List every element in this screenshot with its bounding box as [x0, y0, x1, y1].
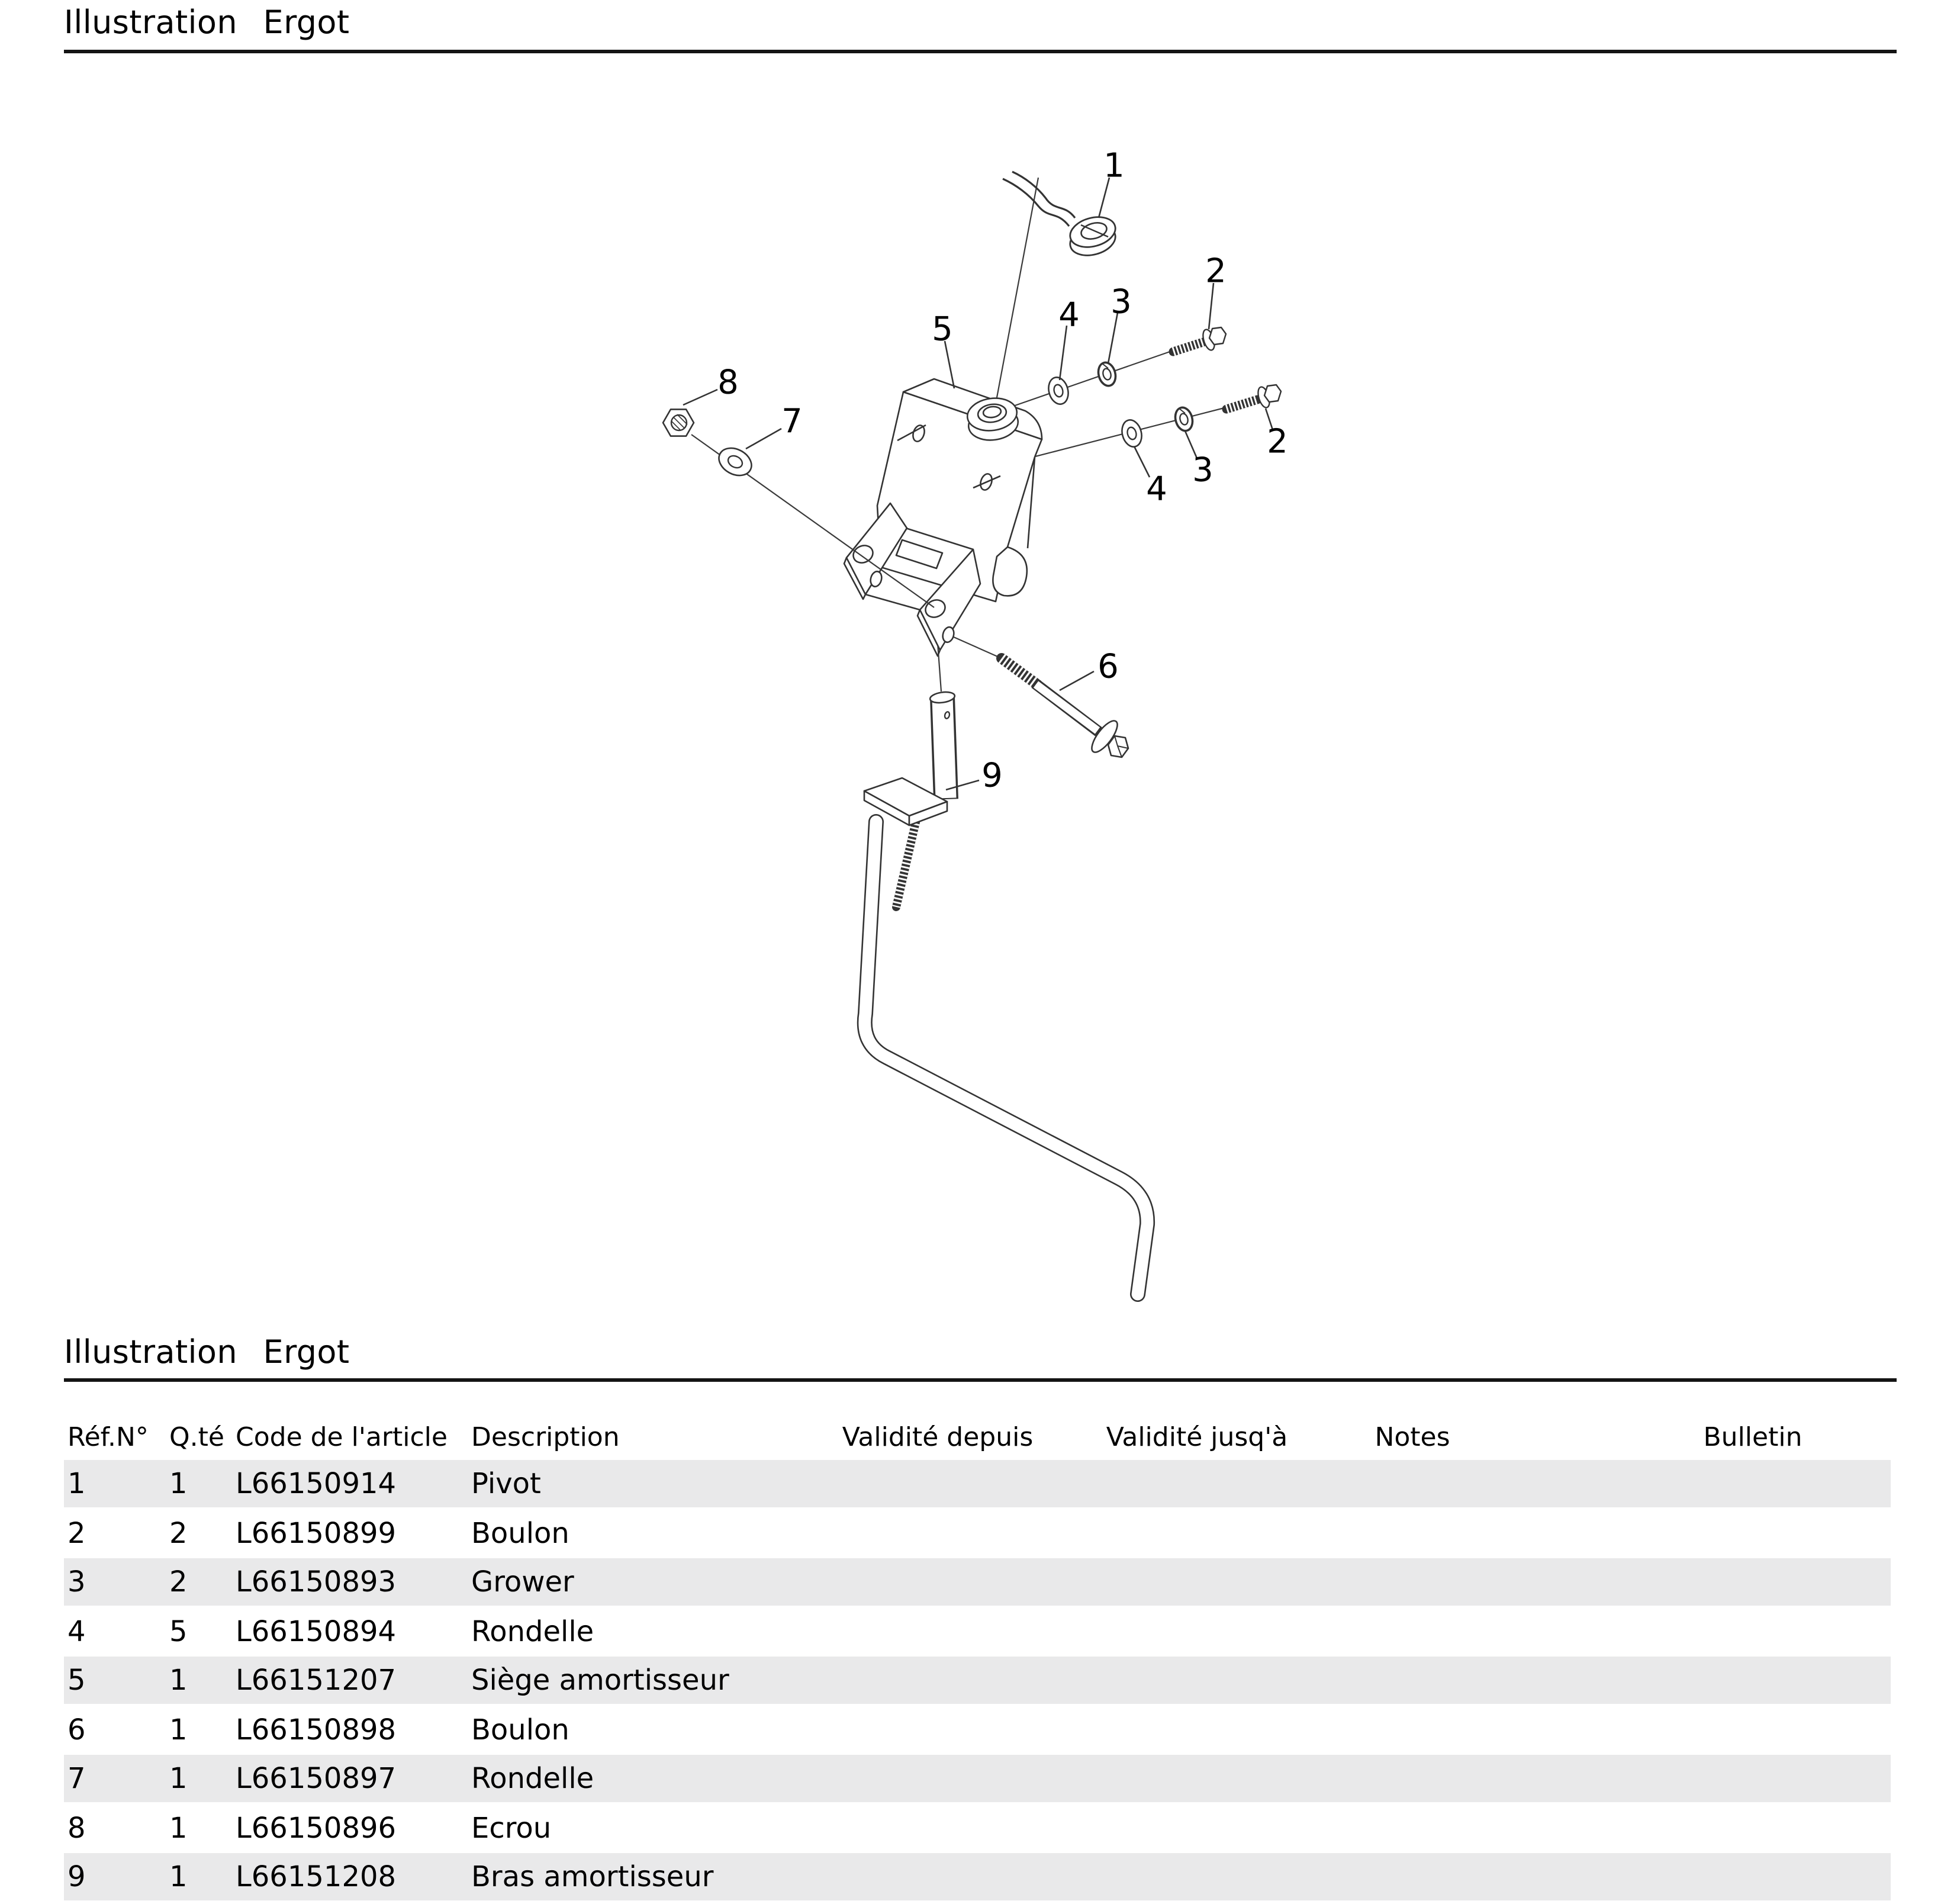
qty-cell: 1 — [169, 1664, 188, 1697]
table-row — [64, 1755, 1891, 1802]
parts-table-body — [64, 1460, 1891, 1902]
lock-nut-part — [663, 409, 694, 436]
table-row — [64, 1558, 1891, 1606]
qty-cell: 1 — [169, 1811, 188, 1844]
notes-cell — [1338, 1853, 1487, 1900]
damper-arm-part — [864, 691, 1147, 1294]
qty-cell: 1 — [169, 1762, 188, 1795]
bulletin-cell — [1487, 1853, 1891, 1900]
table-section-rule — [64, 1378, 1897, 1382]
column-header-code: Code de l'article — [236, 1423, 448, 1453]
validity-from-cell — [819, 1509, 1056, 1556]
callout-number: 2 — [1205, 252, 1227, 291]
validity-from-cell — [819, 1558, 1056, 1606]
description-cell: Pivot — [471, 1467, 541, 1500]
bulletin-cell — [1487, 1460, 1891, 1507]
washer-7-part — [714, 443, 757, 481]
validity-to-cell — [1056, 1509, 1338, 1556]
validity-from-cell — [819, 1804, 1056, 1851]
flange-bolt-2-upper-part — [1173, 327, 1226, 352]
table-row — [64, 1460, 1891, 1507]
notes-cell — [1338, 1509, 1487, 1556]
callout-leader-line — [683, 390, 717, 405]
description-cell: Boulon — [471, 1516, 569, 1549]
ref-cell: 2 — [67, 1516, 86, 1549]
column-header-notes: Notes — [1375, 1423, 1450, 1453]
qty-cell: 2 — [169, 1565, 188, 1599]
code-cell: L66150897 — [236, 1762, 397, 1795]
bulletin-cell — [1487, 1509, 1891, 1556]
column-header-description: Description — [471, 1423, 620, 1453]
callout-number: 4 — [1058, 295, 1080, 335]
callout-number: 6 — [1097, 647, 1119, 686]
validity-from-cell — [819, 1607, 1056, 1655]
notes-cell — [1338, 1657, 1487, 1704]
qty-cell: 1 — [169, 1713, 188, 1746]
table-row — [64, 1853, 1891, 1900]
bulletin-cell — [1487, 1607, 1891, 1655]
ref-cell: 3 — [67, 1565, 86, 1599]
notes-cell — [1338, 1804, 1487, 1851]
validity-to-cell — [1056, 1460, 1338, 1507]
callout-number: 5 — [932, 310, 953, 349]
callout-number: 7 — [781, 402, 803, 441]
table-header-row — [64, 1411, 1891, 1460]
ref-cell: 7 — [67, 1762, 86, 1795]
validity-from-cell — [819, 1657, 1056, 1704]
code-cell: L66150914 — [236, 1467, 397, 1500]
qty-cell: 1 — [169, 1467, 188, 1500]
validity-to-cell — [1056, 1558, 1338, 1606]
column-header-qty: Q.té — [169, 1423, 224, 1453]
validity-to-cell — [1056, 1755, 1338, 1802]
description-cell: Bras amortisseur — [471, 1860, 714, 1893]
notes-cell — [1338, 1755, 1487, 1802]
callout-number: 2 — [1267, 422, 1288, 461]
hitch-pin-part — [1003, 172, 1119, 260]
validity-to-cell — [1056, 1657, 1338, 1704]
callout-leader-line — [1060, 671, 1094, 690]
washer-4-upper-part — [1046, 375, 1071, 407]
bulletin-cell — [1487, 1804, 1891, 1851]
notes-cell — [1338, 1460, 1487, 1507]
washer-4-lower-part — [1119, 418, 1145, 449]
description-cell: Rondelle — [471, 1614, 594, 1648]
lock-washer-3-upper-part — [1096, 361, 1118, 388]
column-header-validity-from: Validité depuis — [842, 1423, 1034, 1453]
code-cell: L66150899 — [236, 1516, 397, 1549]
notes-cell — [1338, 1706, 1487, 1753]
code-cell: L66151207 — [236, 1664, 397, 1697]
validity-from-cell — [819, 1706, 1056, 1753]
validity-to-cell — [1056, 1804, 1338, 1851]
ref-cell: 5 — [67, 1664, 86, 1697]
code-cell: L66150893 — [236, 1565, 397, 1599]
table-row — [64, 1657, 1891, 1704]
bulletin-cell — [1487, 1755, 1891, 1802]
column-header-validity-to: Validité jusq'à — [1106, 1423, 1288, 1453]
column-header-ref: Réf.N° — [67, 1423, 149, 1453]
column-header-bulletin: Bulletin — [1703, 1423, 1802, 1453]
table-row — [64, 1706, 1891, 1753]
qty-cell: 1 — [169, 1860, 188, 1893]
notes-cell — [1338, 1607, 1487, 1655]
table-section-title: Illustration Ergot — [64, 1334, 350, 1371]
bulletin-cell — [1487, 1558, 1891, 1606]
validity-to-cell — [1056, 1607, 1338, 1655]
callout-number: 3 — [1111, 282, 1132, 321]
table-row — [64, 1607, 1891, 1655]
description-cell: Rondelle — [471, 1762, 594, 1795]
callout-number: 1 — [1103, 146, 1125, 185]
ref-cell: 4 — [67, 1614, 86, 1648]
validity-to-cell — [1056, 1706, 1338, 1753]
qty-cell: 5 — [169, 1614, 188, 1648]
code-cell: L66150898 — [236, 1713, 397, 1746]
qty-cell: 2 — [169, 1516, 188, 1549]
table-row — [64, 1509, 1891, 1556]
validity-from-cell — [819, 1853, 1056, 1900]
description-cell: Boulon — [471, 1713, 569, 1746]
lock-washer-3-lower-part — [1173, 406, 1195, 433]
callout-number: 3 — [1192, 451, 1214, 490]
callout-leader-line — [746, 429, 781, 449]
description-cell: Ecrou — [471, 1811, 552, 1844]
code-cell: L66151208 — [236, 1860, 397, 1893]
description-cell: Grower — [471, 1565, 574, 1599]
validity-from-cell — [819, 1755, 1056, 1802]
code-cell: L66150894 — [236, 1614, 397, 1648]
ref-cell: 6 — [67, 1713, 86, 1746]
callout-number: 8 — [717, 363, 739, 402]
validity-from-cell — [819, 1460, 1056, 1507]
bulletin-cell — [1487, 1706, 1891, 1753]
description-cell: Siège amortisseur — [471, 1664, 729, 1697]
flange-bolt-2-lower-part — [1227, 385, 1281, 409]
validity-to-cell — [1056, 1853, 1338, 1900]
ref-cell: 1 — [67, 1467, 86, 1500]
page-title: Illustration Ergot — [64, 5, 350, 41]
code-cell: L66150896 — [236, 1811, 397, 1844]
callout-number: 4 — [1146, 469, 1167, 509]
table-row — [64, 1804, 1891, 1851]
notes-cell — [1338, 1558, 1487, 1606]
callout-number: 9 — [981, 756, 1003, 795]
damper-seat-bracket-part — [844, 379, 1042, 656]
bulletin-cell — [1487, 1657, 1891, 1704]
ref-cell: 9 — [67, 1860, 86, 1893]
ref-cell: 8 — [67, 1811, 86, 1844]
